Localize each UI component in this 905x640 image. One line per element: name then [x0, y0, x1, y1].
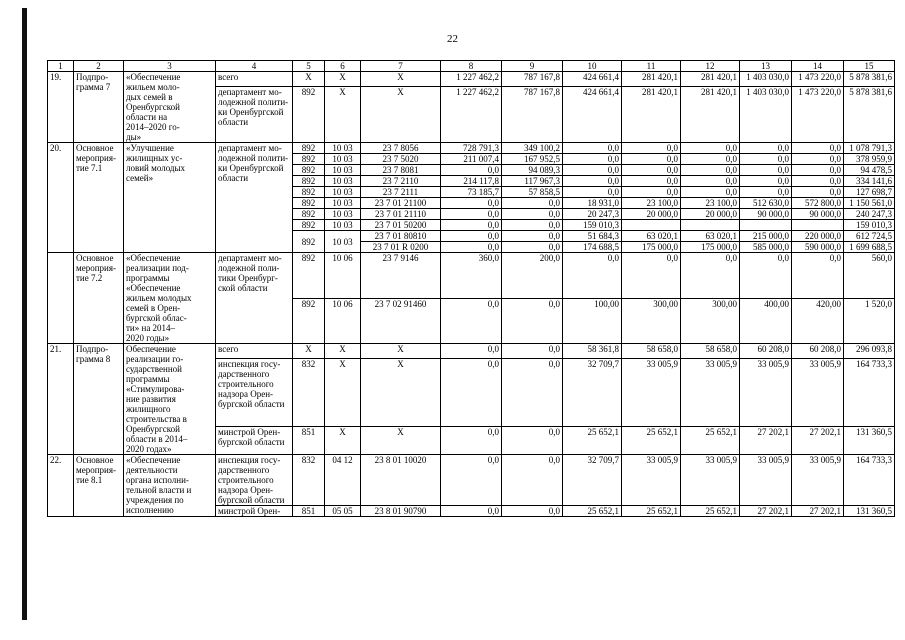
amount-cell-col12: 23 100,0	[681, 198, 740, 209]
amount-cell-col9: 200,0	[502, 253, 563, 299]
amount-cell-col15: 334 141,6	[844, 176, 895, 187]
row-number: 20.	[48, 143, 74, 253]
amount-cell-col8: 0,0	[441, 165, 502, 176]
amount-cell-col12: 0,0	[681, 154, 740, 165]
amount-cell-col11: 0,0	[622, 154, 681, 165]
amount-cell-col14: 90 000,0	[792, 209, 844, 220]
section-code: 10 03	[325, 143, 361, 154]
amount-cell-col15: 164 733,3	[844, 358, 895, 426]
program-title: «Обеспечение жильем моло- дых семей в Оренбургской области на 2014–2020 го- ды»	[124, 72, 216, 143]
target-code: 23 7 5020	[361, 154, 441, 165]
table-row	[48, 72, 895, 87]
target-code: 23 7 01 21100	[361, 198, 441, 209]
amount-cell-col13: 0,0	[740, 143, 792, 154]
amount-cell-col12: 300,00	[681, 298, 740, 344]
amount-cell-col14: 33 005,9	[792, 358, 844, 426]
row-number	[48, 253, 74, 344]
amount-cell-col12: 281 420,1	[681, 72, 740, 87]
amount-cell-col11: 0,0	[622, 165, 681, 176]
admin-code: 832	[293, 358, 325, 426]
amount-cell-col8: 0,0	[441, 220, 502, 231]
table-row	[48, 253, 895, 299]
column-header-7: 7	[361, 61, 441, 72]
amount-cell-col11: 58 658,0	[622, 344, 681, 359]
amount-cell-col9: 0,0	[502, 506, 563, 517]
amount-cell-col11: 175 000,0	[622, 242, 681, 253]
amount-cell-col11: 281 420,1	[622, 87, 681, 143]
admin-code: 892	[293, 220, 325, 231]
amount-cell-col15: 1 699 688,5	[844, 242, 895, 253]
amount-cell-col10: 25 652,1	[563, 506, 622, 517]
amount-cell-col14: 0,0	[792, 154, 844, 165]
amount-cell-col10: 174 688,5	[563, 242, 622, 253]
table-row	[48, 143, 895, 154]
amount-cell-col13: 60 208,0	[740, 344, 792, 359]
amount-cell-col14: 27 202,1	[792, 426, 844, 454]
amount-cell-col10: 58 361,8	[563, 344, 622, 359]
left-margin-bar	[22, 8, 27, 620]
amount-cell-col13: 585 000,0	[740, 242, 792, 253]
amount-cell-col12: 25 652,1	[681, 426, 740, 454]
amount-cell-col15: 296 093,8	[844, 344, 895, 359]
amount-cell-col10: 0,0	[563, 253, 622, 299]
amount-cell-col11: 0,0	[622, 176, 681, 187]
amount-cell-col11: 0,0	[622, 187, 681, 198]
admin-code: 892	[293, 165, 325, 176]
amount-cell-col10: 20 247,3	[563, 209, 622, 220]
amount-cell-col13: 215 000,0	[740, 231, 792, 242]
amount-cell-col14: 0,0	[792, 253, 844, 299]
amount-cell-col15: 1 150 561,0	[844, 198, 895, 209]
amount-cell-col11: 33 005,9	[622, 455, 681, 506]
amount-cell-col11: 23 100,0	[622, 198, 681, 209]
section-code: X	[325, 72, 361, 87]
amount-cell-col10: 0,0	[563, 165, 622, 176]
amount-cell-col11	[622, 220, 681, 231]
amount-cell-col13: 0,0	[740, 253, 792, 299]
amount-cell-col11: 0,0	[622, 253, 681, 299]
target-code: 23 8 01 90790	[361, 506, 441, 517]
column-header-14: 14	[792, 61, 844, 72]
amount-cell-col12: 175 000,0	[681, 242, 740, 253]
admin-code: 892	[293, 187, 325, 198]
target-code: 23 7 01 50200	[361, 220, 441, 231]
admin-code: 892	[293, 253, 325, 299]
budget-table	[47, 60, 895, 517]
amount-cell-col15: 612 724,5	[844, 231, 895, 242]
amount-cell-col12: 0,0	[681, 187, 740, 198]
amount-cell-col8: 0,0	[441, 209, 502, 220]
executor: департамент мо- лодежной полити- ки Оренбургской области	[216, 87, 293, 143]
amount-cell-col10: 0,0	[563, 176, 622, 187]
amount-cell-col10: 159 010,3	[563, 220, 622, 231]
amount-cell-col14: 220 000,0	[792, 231, 844, 242]
amount-cell-col8: 0,0	[441, 242, 502, 253]
amount-cell-col11: 300,00	[622, 298, 681, 344]
amount-cell-col9: 0,0	[502, 298, 563, 344]
amount-cell-col13: 27 202,1	[740, 506, 792, 517]
amount-cell-col9: 787 167,8	[502, 87, 563, 143]
amount-cell-col14: 0,0	[792, 165, 844, 176]
amount-cell-col13: 0,0	[740, 187, 792, 198]
executor: минстрой Орен-	[216, 506, 293, 517]
amount-cell-col12: 0,0	[681, 143, 740, 154]
program-title: «Обеспечение реализации под- программы «Обеспечение жильем молодых семей в Орен- бургской облас- ти» на 2014– 2020 годы»	[124, 253, 216, 344]
program-type: Основное мероприя- тие 7.1	[74, 143, 124, 253]
section-code: 10 03	[325, 231, 361, 253]
section-code: 10 03	[325, 176, 361, 187]
executor: всего	[216, 72, 293, 87]
column-header-5: 5	[293, 61, 325, 72]
section-code: 10 03	[325, 220, 361, 231]
amount-cell-col13: 33 005,9	[740, 358, 792, 426]
amount-cell-col9: 0,0	[502, 358, 563, 426]
program-type: Подпро- грамма 8	[74, 344, 124, 455]
target-code: 23 7 8081	[361, 165, 441, 176]
column-header-15: 15	[844, 61, 895, 72]
amount-cell-col15: 560,0	[844, 253, 895, 299]
admin-code: X	[293, 72, 325, 87]
section-code: 10 03	[325, 209, 361, 220]
column-header-13: 13	[740, 61, 792, 72]
amount-cell-col8: 728 791,3	[441, 143, 502, 154]
amount-cell-col9: 0,0	[502, 231, 563, 242]
amount-cell-col13: 27 202,1	[740, 426, 792, 454]
section-code: X	[325, 344, 361, 359]
amount-cell-col12: 25 652,1	[681, 506, 740, 517]
target-code: 23 7 01 80810	[361, 231, 441, 242]
column-header-9: 9	[502, 61, 563, 72]
amount-cell-col10: 0,0	[563, 187, 622, 198]
amount-cell-col14: 27 202,1	[792, 506, 844, 517]
section-code: 10 03	[325, 187, 361, 198]
amount-cell-col11: 0,0	[622, 143, 681, 154]
amount-cell-col11: 25 652,1	[622, 426, 681, 454]
amount-cell-col9: 117 967,3	[502, 176, 563, 187]
admin-code: 892	[293, 209, 325, 220]
admin-code: 892	[293, 154, 325, 165]
section-code: 04 12	[325, 455, 361, 506]
program-type: Подпро- грамма 7	[74, 72, 124, 143]
column-header-10: 10	[563, 61, 622, 72]
executor: департамент мо- лодежной поли- тики Оренбург- ской области	[216, 253, 293, 344]
amount-cell-col9: 0,0	[502, 209, 563, 220]
admin-code: 892	[293, 298, 325, 344]
amount-cell-col11: 20 000,0	[622, 209, 681, 220]
section-code: 10 06	[325, 298, 361, 344]
executor: инспекция госу- дарственного строительного надзора Орен- бургской области	[216, 455, 293, 506]
amount-cell-col15: 164 733,3	[844, 455, 895, 506]
section-code: 10 03	[325, 165, 361, 176]
section-code: 10 03	[325, 198, 361, 209]
amount-cell-col8: 211 007,4	[441, 154, 502, 165]
amount-cell-col14: 572 800,0	[792, 198, 844, 209]
amount-cell-col8: 0,0	[441, 198, 502, 209]
amount-cell-col14: 0,0	[792, 176, 844, 187]
table-row	[48, 455, 895, 506]
admin-code: 851	[293, 506, 325, 517]
amount-cell-col9: 0,0	[502, 198, 563, 209]
amount-cell-col15: 1 520,0	[844, 298, 895, 344]
program-type: Основное мероприя- тие 8.1	[74, 455, 124, 517]
header-row	[48, 61, 895, 72]
amount-cell-col15: 5 878 381,6	[844, 87, 895, 143]
section-code: 10 06	[325, 253, 361, 299]
amount-cell-col15: 94 478,5	[844, 165, 895, 176]
amount-cell-col11: 63 020,1	[622, 231, 681, 242]
amount-cell-col12: 33 005,9	[681, 455, 740, 506]
amount-cell-col10: 0,0	[563, 143, 622, 154]
amount-cell-col14: 33 005,9	[792, 455, 844, 506]
amount-cell-col8: 0,0	[441, 358, 502, 426]
amount-cell-col12: 0,0	[681, 165, 740, 176]
amount-cell-col9: 0,0	[502, 455, 563, 506]
amount-cell-col15: 240 247,3	[844, 209, 895, 220]
target-code: 23 7 8056	[361, 143, 441, 154]
amount-cell-col8: 0,0	[441, 298, 502, 344]
amount-cell-col9: 0,0	[502, 242, 563, 253]
table-row	[48, 344, 895, 359]
admin-code: 892	[293, 176, 325, 187]
amount-cell-col13: 400,00	[740, 298, 792, 344]
amount-cell-col13: 0,0	[740, 165, 792, 176]
section-code: 10 03	[325, 154, 361, 165]
program-title: «Улучшение жилищных ус- ловий молодых семей»	[124, 143, 216, 253]
target-code: 23 7 01 R 0200	[361, 242, 441, 253]
amount-cell-col12: 20 000,0	[681, 209, 740, 220]
amount-cell-col8: 214 117,8	[441, 176, 502, 187]
column-header-12: 12	[681, 61, 740, 72]
amount-cell-col10: 424 661,4	[563, 87, 622, 143]
amount-cell-col11: 281 420,1	[622, 72, 681, 87]
amount-cell-col10: 25 652,1	[563, 426, 622, 454]
amount-cell-col13: 1 403 030,0	[740, 72, 792, 87]
amount-cell-col10: 100,00	[563, 298, 622, 344]
amount-cell-col12: 33 005,9	[681, 358, 740, 426]
amount-cell-col10: 32 709,7	[563, 455, 622, 506]
target-code: 23 7 2111	[361, 187, 441, 198]
target-code: 23 7 2110	[361, 176, 441, 187]
amount-cell-col13: 1 403 030,0	[740, 87, 792, 143]
amount-cell-col8: 360,0	[441, 253, 502, 299]
target-code: X	[361, 87, 441, 143]
row-number: 19.	[48, 72, 74, 143]
amount-cell-col8: 0,0	[441, 506, 502, 517]
target-code: X	[361, 426, 441, 454]
amount-cell-col12	[681, 220, 740, 231]
amount-cell-col10: 18 931,0	[563, 198, 622, 209]
program-title: «Обеспечение деятельности органа исполни- тельной власти и учреждения по исполнению	[124, 455, 216, 517]
admin-code: 892	[293, 143, 325, 154]
amount-cell-col15: 127 698,7	[844, 187, 895, 198]
amount-cell-col13: 0,0	[740, 154, 792, 165]
column-header-11: 11	[622, 61, 681, 72]
amount-cell-col8: 0,0	[441, 344, 502, 359]
admin-code: 892	[293, 231, 325, 253]
column-header-1: 1	[48, 61, 74, 72]
amount-cell-col8: 0,0	[441, 231, 502, 242]
amount-cell-col12: 0,0	[681, 253, 740, 299]
amount-cell-col15: 378 959,9	[844, 154, 895, 165]
column-header-3: 3	[124, 61, 216, 72]
amount-cell-col14: 0,0	[792, 143, 844, 154]
target-code: 23 7 9146	[361, 253, 441, 299]
target-code: X	[361, 72, 441, 87]
amount-cell-col12: 0,0	[681, 176, 740, 187]
admin-code: 851	[293, 426, 325, 454]
amount-cell-col11: 33 005,9	[622, 358, 681, 426]
amount-cell-col8: 1 227 462,2	[441, 72, 502, 87]
amount-cell-col11: 25 652,1	[622, 506, 681, 517]
amount-cell-col15: 131 360,5	[844, 506, 895, 517]
amount-cell-col9: 787 167,8	[502, 72, 563, 87]
amount-cell-col10: 0,0	[563, 154, 622, 165]
page-number: 22	[447, 33, 458, 45]
amount-cell-col14: 60 208,0	[792, 344, 844, 359]
admin-code: 832	[293, 455, 325, 506]
amount-cell-col8: 73 185,7	[441, 187, 502, 198]
executor: минстрой Орен- бургской области	[216, 426, 293, 454]
amount-cell-col9: 349 100,2	[502, 143, 563, 154]
amount-cell-col8: 0,0	[441, 455, 502, 506]
amount-cell-col10: 51 684,3	[563, 231, 622, 242]
executor: всего	[216, 344, 293, 359]
amount-cell-col9: 0,0	[502, 344, 563, 359]
amount-cell-col14	[792, 220, 844, 231]
amount-cell-col9: 0,0	[502, 220, 563, 231]
amount-cell-col8: 0,0	[441, 426, 502, 454]
amount-cell-col14: 0,0	[792, 187, 844, 198]
amount-cell-col10: 32 709,7	[563, 358, 622, 426]
amount-cell-col12: 281 420,1	[681, 87, 740, 143]
column-header-2: 2	[74, 61, 124, 72]
amount-cell-col14: 1 473 220,0	[792, 87, 844, 143]
amount-cell-col13: 90 000,0	[740, 209, 792, 220]
admin-code: X	[293, 344, 325, 359]
amount-cell-col12: 58 658,0	[681, 344, 740, 359]
amount-cell-col13	[740, 220, 792, 231]
amount-cell-col9: 57 858,5	[502, 187, 563, 198]
target-code: 23 8 01 10020	[361, 455, 441, 506]
target-code: X	[361, 358, 441, 426]
amount-cell-col8: 1 227 462,2	[441, 87, 502, 143]
column-header-8: 8	[441, 61, 502, 72]
target-code: 23 7 02 91460	[361, 298, 441, 344]
row-number: 22.	[48, 455, 74, 517]
amount-cell-col13: 0,0	[740, 176, 792, 187]
executor: департамент мо- лодежной полити- ки Оренбургской области	[216, 143, 293, 253]
amount-cell-col14: 590 000,0	[792, 242, 844, 253]
program-title: Обеспечение реализации го- сударственной программы «Стимулирова- ние развития жилищного строительства в Оренбургской области в 2014– 2020 годах»	[124, 344, 216, 455]
amount-cell-col10: 424 661,4	[563, 72, 622, 87]
admin-code: 892	[293, 87, 325, 143]
program-type: Основное мероприя- тие 7.2	[74, 253, 124, 344]
amount-cell-col15: 131 360,5	[844, 426, 895, 454]
column-header-6: 6	[325, 61, 361, 72]
section-code: 05 05	[325, 506, 361, 517]
column-header-4: 4	[216, 61, 293, 72]
amount-cell-col15: 5 878 381,6	[844, 72, 895, 87]
target-code: X	[361, 344, 441, 359]
amount-cell-col14: 1 473 220,0	[792, 72, 844, 87]
amount-cell-col9: 167 952,5	[502, 154, 563, 165]
amount-cell-col15: 1 078 791,3	[844, 143, 895, 154]
amount-cell-col9: 94 089,3	[502, 165, 563, 176]
admin-code: 892	[293, 198, 325, 209]
section-code: X	[325, 426, 361, 454]
amount-cell-col15: 159 010,3	[844, 220, 895, 231]
executor: инспекция госу- дарственного строительного надзора Орен- бургской области	[216, 358, 293, 426]
amount-cell-col14: 420,00	[792, 298, 844, 344]
section-code: X	[325, 358, 361, 426]
target-code: 23 7 01 21110	[361, 209, 441, 220]
amount-cell-col13: 512 630,0	[740, 198, 792, 209]
row-number: 21.	[48, 344, 74, 455]
section-code: X	[325, 87, 361, 143]
amount-cell-col9: 0,0	[502, 426, 563, 454]
amount-cell-col13: 33 005,9	[740, 455, 792, 506]
amount-cell-col12: 63 020,1	[681, 231, 740, 242]
